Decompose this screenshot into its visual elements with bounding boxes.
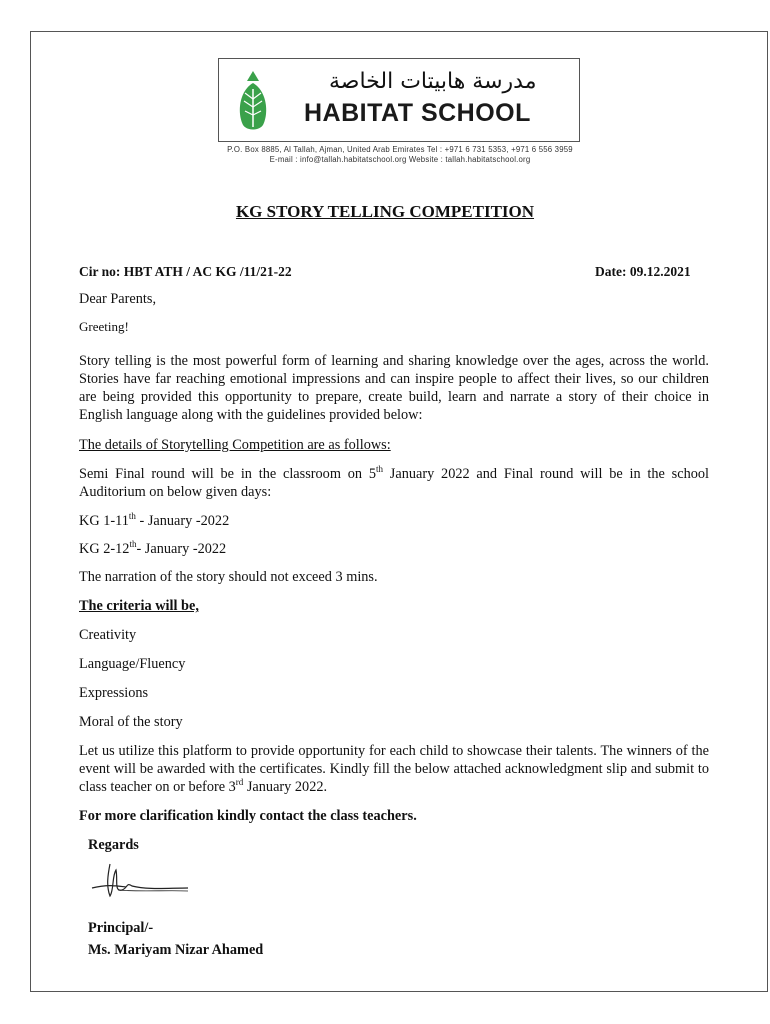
greeting: Greeting! — [79, 319, 129, 334]
kg1-date: KG 1-11th - January -2022 — [79, 511, 230, 529]
criteria-item: Language/Fluency — [79, 656, 186, 672]
school-arabic-name: مدرسة هابيتات الخاصة — [329, 69, 537, 94]
narration-note: The narration of the story should not exceed 3 mins. — [79, 569, 378, 585]
regards: Regards — [88, 837, 139, 853]
signatory-title: Principal/- — [88, 920, 154, 936]
intro-paragraph: Story telling is the most powerful form of learning and sharing knowledge over the ages, across the world. Stories have far reaching emotional impressions and can inspire people to affect their lives, so our children are being provided this opportunity to prepare, create build, learn and narrate a story of their choice in English language along with the guidelines provided below: — [79, 353, 709, 423]
leaf-logo-icon — [233, 69, 273, 135]
criteria-item: Expressions — [79, 685, 149, 701]
signatory-name: Ms. Mariyam Nizar Ahamed — [88, 942, 264, 958]
page-border — [30, 31, 768, 992]
letterhead-logo — [218, 58, 580, 142]
contact-email: E-mail : info@tallah.habitatschool.org Website : tallah.habitatschool.org — [269, 155, 531, 164]
school-english-name: HABITAT SCHOOL — [304, 99, 531, 127]
signature-image — [88, 860, 198, 900]
page-title: KG STORY TELLING COMPETITION — [235, 202, 535, 221]
salutation: Dear Parents, — [79, 291, 157, 307]
criteria-item: Creativity — [79, 627, 137, 643]
circular-date: Date: 09.12.2021 — [595, 264, 691, 279]
contact-address: P.O. Box 8885, Al Tallah, Ajman, United Arab Emirates Tel : +971 6 731 5353, +971 6 556 3959 — [227, 145, 573, 154]
criteria-item: Moral of the story — [79, 714, 183, 730]
kg2-date: KG 2-12th- January -2022 — [79, 539, 227, 557]
clarification-note: For more clarification kindly contact the class teachers. — [79, 808, 417, 824]
closing-paragraph: Let us utilize this platform to provide opportunity for each child to showcase their talents. The winners of the event will be awarded with the certificates. Kindly fill the below attached acknowledgment slip and submit to class teacher on or before 3rd January 2022. — [79, 743, 709, 795]
criteria-heading: The criteria will be, — [79, 598, 199, 614]
details-heading: The details of Storytelling Competition are as follows: — [79, 437, 391, 453]
rounds-paragraph: Semi Final round will be in the classroom on 5th January 2022 and Final round will be in the school Auditorium on below given days: — [79, 464, 709, 500]
circular-number: Cir no: HBT ATH / AC KG /11/21-22 — [79, 264, 292, 279]
